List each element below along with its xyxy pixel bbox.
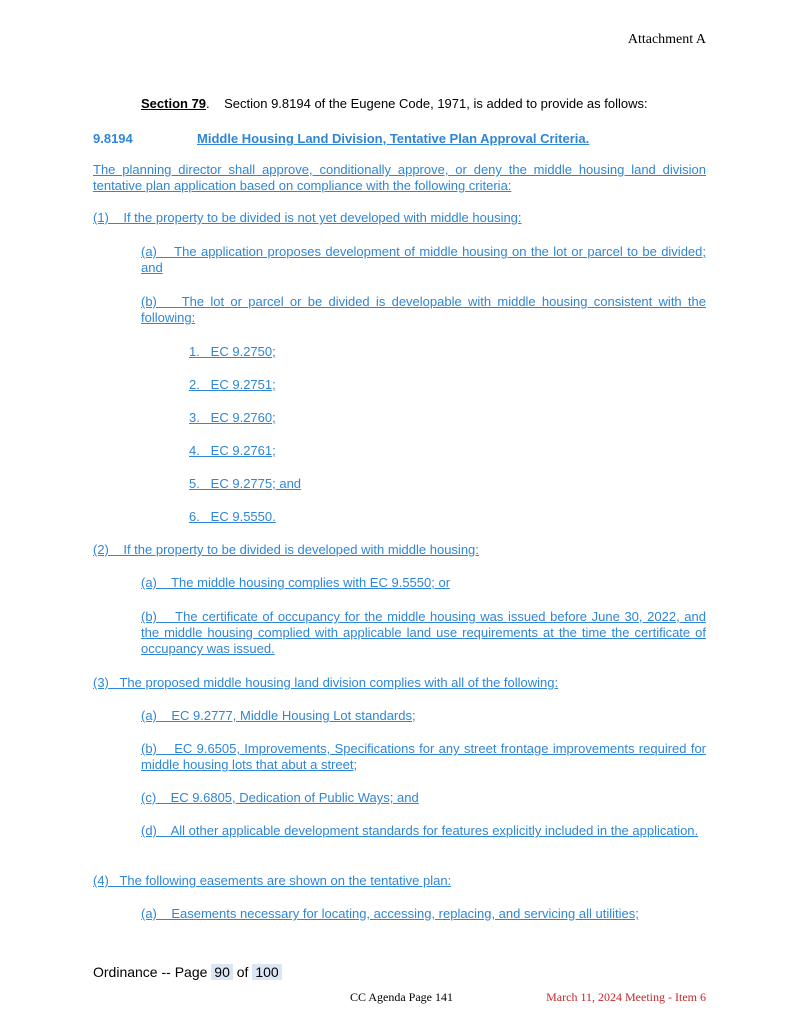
criterion-1: (1) If the property to be divided is not yet developed with middle housing: bbox=[93, 210, 522, 225]
criterion-1b-item: 3. EC 9.2760; bbox=[189, 410, 276, 425]
intro-paragraph: The planning director shall approve, conditionally approve, or deny the middle housing land division tentative plan application based on compliance with the following criteria: bbox=[93, 162, 706, 193]
criterion-2: (2) If the property to be divided is developed with middle housing: bbox=[93, 542, 479, 557]
footer-of: of bbox=[236, 964, 249, 980]
page-footer bbox=[93, 964, 282, 980]
code-number: 9.8194 bbox=[93, 131, 133, 146]
criterion-1b-item: 4. EC 9.2761; bbox=[189, 443, 276, 458]
criterion-1b-item: 1. EC 9.2750; bbox=[189, 344, 276, 359]
criterion-3b: (b) EC 9.6505, Improvements, Specifications for any street frontage improvements required for middle housing lots that abut a street; bbox=[141, 741, 706, 772]
criterion-3c: (c) EC 9.6805, Dedication of Public Ways; and bbox=[141, 790, 419, 805]
meeting-label: March 11, 2024 Meeting - Item 6 bbox=[546, 990, 706, 1004]
criterion-3: (3) The proposed middle housing land division complies with all of the following: bbox=[93, 675, 559, 690]
section-intro-text: Section 9.8194 of the Eugene Code, 1971, is added to provide as follows: bbox=[224, 96, 648, 111]
criterion-1a: (a) The application proposes development of middle housing on the lot or parcel to be divided; and bbox=[141, 244, 706, 275]
agenda-page: CC Agenda Page 141 bbox=[350, 990, 453, 1004]
criterion-3a: (a) EC 9.2777, Middle Housing Lot standards; bbox=[141, 708, 416, 723]
section-intro bbox=[141, 96, 711, 112]
section-number: Section 79 bbox=[141, 96, 207, 111]
criterion-4a: (a) Easements necessary for locating, accessing, replacing, and servicing all utilities; bbox=[141, 906, 639, 921]
page-number: 90 bbox=[211, 964, 233, 980]
criterion-1b: (b) The lot or parcel or be divided is developable with middle housing consistent with the following: bbox=[141, 294, 706, 325]
attachment-label: Attachment A bbox=[627, 32, 706, 47]
code-title: Middle Housing Land Division, Tentative Plan Approval Criteria. bbox=[197, 131, 590, 146]
criterion-2a: (a) The middle housing complies with EC 9.5550; or bbox=[141, 575, 451, 590]
criterion-4: (4) The following easements are shown on the tentative plan: bbox=[93, 873, 452, 888]
criterion-1b-item: 2. EC 9.2751; bbox=[189, 377, 276, 392]
criterion-1b-item: 5. EC 9.2775; and bbox=[189, 476, 302, 491]
code-heading bbox=[93, 131, 589, 147]
section-period: . bbox=[206, 96, 210, 111]
page-total: 100 bbox=[252, 964, 281, 980]
criterion-3d: (d) All other applicable development standards for features explicitly included in the application. bbox=[141, 823, 699, 838]
footer-label: Ordinance -- Page bbox=[93, 964, 208, 980]
criterion-2b: (b) The certificate of occupancy for the middle housing was issued before June 30, 2022, and the middle housing complied with applicable land use requirements at the time the certificate of occupancy was issued. bbox=[141, 609, 706, 656]
criterion-1b-item: 6. EC 9.5550. bbox=[189, 509, 276, 524]
